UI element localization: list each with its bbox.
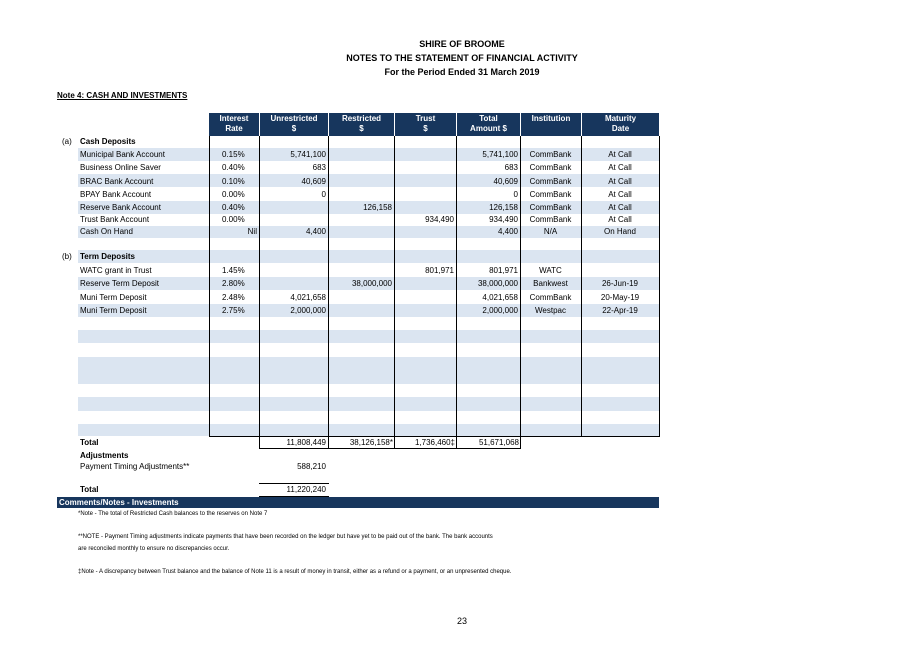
row-unrestricted: 0: [321, 190, 326, 199]
report-title-period: For the Period Ended 31 March 2019: [384, 67, 540, 77]
row-restricted: 38,000,000: [351, 279, 392, 288]
row-institution: CommBank: [529, 177, 572, 186]
grid-line: [659, 136, 660, 436]
row-unrestricted: 4,021,658: [290, 293, 326, 302]
row-unrestricted: 4,400: [305, 227, 326, 236]
row-institution: Westpac: [535, 306, 566, 315]
col-header-total: Total Amount $: [456, 113, 520, 136]
row-maturity: 22-Apr-19: [602, 306, 638, 315]
row-total: 4,021,658: [482, 293, 518, 302]
row-name: Muni Term Deposit: [80, 306, 147, 315]
final-total-value: 11,220,240: [286, 485, 326, 494]
comments-heading: Comments/Notes - Investments: [57, 497, 659, 508]
grid-line: [394, 136, 395, 436]
row-restricted: 126,158: [363, 203, 392, 212]
row-maturity: At Call: [608, 177, 632, 186]
final-total-label: Total: [80, 485, 99, 494]
row-maturity: 26-Jun-19: [601, 279, 639, 288]
row-band: [78, 424, 659, 436]
section-b-title: Term Deposits: [80, 252, 135, 261]
totals-total-box: [456, 436, 521, 449]
col-header-restricted: Restricted $: [328, 113, 394, 136]
totals-trust: 1,736,460‡: [414, 438, 455, 447]
totals-restricted-box: [328, 436, 395, 449]
row-total: 2,000,000: [482, 306, 518, 315]
totals-trust-box: [394, 436, 457, 449]
row-name: Municipal Bank Account: [80, 150, 165, 159]
grid-line: [209, 136, 210, 436]
row-trust: 801,971: [425, 266, 454, 275]
adjustments-value: 588,210: [297, 462, 326, 471]
row-name: WATC grant in Trust: [80, 266, 152, 275]
row-total: 934,490: [489, 215, 518, 224]
row-total: 0: [513, 190, 518, 199]
col-header-interest: Interest Rate: [209, 113, 259, 136]
row-institution: CommBank: [529, 163, 572, 172]
totals-total: 51,671,068: [478, 438, 519, 447]
row-total: 683: [504, 163, 518, 172]
row-total: 126,158: [489, 203, 518, 212]
row-institution: CommBank: [529, 150, 572, 159]
note-heading: Note 4: CASH AND INVESTMENTS: [57, 91, 188, 100]
row-band: [78, 397, 659, 411]
row-institution: N/A: [543, 227, 558, 236]
row-maturity: On Hand: [603, 227, 637, 236]
row-rate: Nil: [247, 227, 257, 236]
section-a-marker: (a): [62, 137, 72, 146]
row-total: 38,000,000: [477, 279, 518, 288]
row-rate: 0.00%: [222, 190, 245, 199]
row-maturity: At Call: [608, 190, 632, 199]
row-maturity: At Call: [608, 163, 632, 172]
row-name: Reserve Term Deposit: [80, 279, 159, 288]
totals-unrestricted: 11,808,449: [286, 438, 326, 447]
row-rate: 2.75%: [222, 306, 245, 315]
row-unrestricted: 40,609: [301, 177, 326, 186]
section-a-title: Cash Deposits: [80, 137, 136, 146]
adjustments-heading: Adjustments: [80, 451, 129, 460]
row-band: [78, 357, 659, 384]
row-institution: CommBank: [529, 215, 572, 224]
row-name: BPAY Bank Account: [80, 190, 152, 199]
row-total: 5,741,100: [482, 150, 518, 159]
row-rate: 2.80%: [222, 279, 245, 288]
col-header-institution: Institution: [520, 113, 581, 136]
page-number: 23: [456, 616, 467, 626]
row-band: [78, 330, 659, 343]
footnote-payment-timing-cont: are reconciled monthly to ensure no discrepancies occur.: [78, 546, 230, 552]
col-header-trust: Trust $: [394, 113, 456, 136]
row-name: Business Online Saver: [80, 163, 161, 172]
row-rate: 0.10%: [222, 177, 245, 186]
row-maturity: At Call: [608, 215, 632, 224]
row-institution: Bankwest: [533, 279, 568, 288]
row-rate: 0.40%: [222, 163, 245, 172]
row-total: 4,400: [497, 227, 518, 236]
row-rate: 0.40%: [222, 203, 245, 212]
row-total: 40,609: [493, 177, 518, 186]
col-header-unrestricted: Unrestricted $: [259, 113, 328, 136]
row-institution: CommBank: [529, 190, 572, 199]
row-total: 801,971: [489, 266, 518, 275]
col-header-maturity: Maturity Date: [581, 113, 659, 136]
row-institution: WATC: [539, 266, 562, 275]
footnote-restricted: *Note - The total of Restricted Cash balances to the reserves on Note 7: [78, 511, 268, 517]
row-institution: CommBank: [529, 293, 572, 302]
section-b-marker: (b): [62, 252, 72, 261]
row-name: Cash On Hand: [80, 227, 133, 236]
totals-label: Total: [80, 438, 99, 447]
report-title-notes: NOTES TO THE STATEMENT OF FINANCIAL ACTIVITY: [346, 53, 578, 63]
row-maturity: At Call: [608, 203, 632, 212]
row-band: [78, 250, 659, 263]
row-name: BRAC Bank Account: [80, 177, 154, 186]
footnote-trust: ‡Note - A discrepancy between Trust balance and the balance of Note 11 is a result of money in transit, either as a refund or a payment, or an unpresented cheque.: [78, 569, 512, 575]
row-unrestricted: 683: [312, 163, 326, 172]
footnote-payment-timing: **NOTE - Payment Timing adjustments indicate payments that have been recorded on the ledger but have yet to be paid out of the bank. The bank accounts: [78, 534, 493, 540]
row-institution: CommBank: [529, 203, 572, 212]
totals-restricted: 38,126,158*: [349, 438, 393, 447]
row-unrestricted: 2,000,000: [290, 306, 326, 315]
row-name: Trust Bank Account: [80, 215, 150, 224]
adjustments-label: Payment Timing Adjustments**: [80, 462, 190, 471]
row-rate: 0.15%: [222, 150, 245, 159]
totals-unrestricted-box: [259, 436, 329, 449]
row-unrestricted: 5,741,100: [290, 150, 326, 159]
row-rate: 0.00%: [222, 215, 245, 224]
report-title-org: SHIRE OF BROOME: [419, 39, 505, 49]
row-trust: 934,490: [425, 215, 454, 224]
row-maturity: At Call: [608, 150, 632, 159]
row-maturity: 20-May-19: [600, 293, 640, 302]
row-rate: 1.45%: [222, 266, 245, 275]
row-name: Reserve Bank Account: [80, 203, 161, 212]
row-name: Muni Term Deposit: [80, 293, 147, 302]
row-rate: 2.48%: [222, 293, 245, 302]
